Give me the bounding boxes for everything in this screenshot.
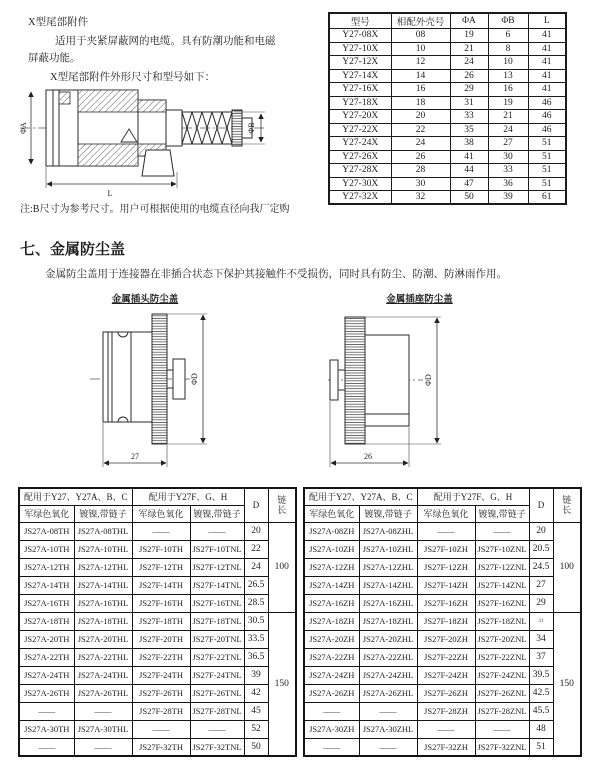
model-cell: JS27A-22TH <box>19 648 74 666</box>
model-cell: JS27F-12TH <box>132 558 190 576</box>
cover-table-row <box>19 594 296 612</box>
model-cell: JS27A-18THL <box>74 612 132 630</box>
size-cell: 46 <box>528 110 566 124</box>
model-cell: JS27A-30THL <box>74 720 132 738</box>
cover-table-row <box>19 684 296 702</box>
size-cell: 30 <box>391 177 450 191</box>
chain-length-header <box>553 488 581 522</box>
model-cell: JS27A-24ZH <box>304 666 359 684</box>
cover-table-row <box>19 666 296 684</box>
cover-table-body-right <box>304 522 581 756</box>
model-cell: JS27F-16ZNL <box>475 594 529 612</box>
model-cell: JS27F-28TH <box>132 702 190 720</box>
model-cell: JS27F-16ZH <box>417 594 475 612</box>
model-cell: —— <box>359 738 417 756</box>
size-cell: Y27-10X <box>329 42 391 56</box>
model-cell: —— <box>475 720 529 738</box>
size-cell: 6 <box>488 29 528 43</box>
cover-table-row <box>304 666 581 684</box>
size-cell: 18 <box>391 96 450 110</box>
model-cell: —— <box>132 522 190 540</box>
size-cell: 28 <box>391 164 450 178</box>
cover-table-row <box>19 648 296 666</box>
cover-table-row <box>304 684 581 702</box>
dim-l: L <box>107 189 113 198</box>
size-cell: 38 <box>450 137 488 151</box>
model-cell: JS27F-24TNL <box>190 666 244 684</box>
size-cell: 51 <box>528 137 566 151</box>
size-table-row <box>329 164 566 178</box>
size-cell: Y27-18X <box>329 96 391 110</box>
size-cell: 26 <box>391 150 450 164</box>
x-section-line2: 屏蔽功能。 <box>28 53 81 64</box>
size-cell: Y27-22X <box>329 123 391 137</box>
size-cell: 08 <box>391 29 450 43</box>
model-cell: JS27F-28ZH <box>417 702 475 720</box>
size-cell: 10 <box>391 42 450 56</box>
cover-table-row <box>19 558 296 576</box>
dim-d-cell: 37 <box>529 648 553 666</box>
model-cell: JS27F-18TNL <box>190 612 244 630</box>
model-cell: JS27A-10ZH <box>304 540 359 558</box>
size-cell: Y27-32X <box>329 191 391 205</box>
cover-table-row <box>304 630 581 648</box>
finish-nickel-header: 镀镍,带链子 <box>190 505 244 522</box>
model-cell: JS27A-24THL <box>74 666 132 684</box>
cover-table-row <box>19 702 296 720</box>
size-cell: Y27-20X <box>329 110 391 124</box>
size-cell: 61 <box>528 191 566 205</box>
size-cell: 35 <box>450 123 488 137</box>
cover-table-row <box>304 540 581 558</box>
chain-length-header <box>268 488 296 522</box>
model-cell: JS27A-22ZHL <box>359 648 417 666</box>
model-cell: JS27A-14ZHL <box>359 576 417 594</box>
cover-header-row1 <box>19 488 296 505</box>
model-cell: JS27F-22ZH <box>417 648 475 666</box>
model-cell: JS27F-24TH <box>132 666 190 684</box>
model-cell: JS27F-32TH <box>132 738 190 756</box>
model-cell: —— <box>304 738 359 756</box>
socket-cover-label: 金属插座防尘盖 <box>386 294 453 305</box>
model-cell: —— <box>132 720 190 738</box>
dim-d-cell: 28.5 <box>244 594 268 612</box>
size-cell: 21 <box>450 42 488 56</box>
size-table-row <box>329 42 566 56</box>
section7-title: 七、金属防尘盖 <box>20 241 126 258</box>
cover-table-row <box>19 540 296 558</box>
size-table-row <box>329 191 566 205</box>
model-cell: JS27A-30ZH <box>304 720 359 738</box>
model-cell: JS27A-14THL <box>74 576 132 594</box>
reference-note: 注:B尺寸为参考尺寸。用户可根据使用的电缆直径向我厂定购 <box>20 204 290 215</box>
model-cell: JS27F-18ZNL <box>475 612 529 630</box>
size-cell: 12 <box>391 56 450 70</box>
dim-d-cell: 42.5 <box>529 684 553 702</box>
dim-phi-d: ΦD <box>190 373 199 385</box>
model-cell: —— <box>19 738 74 756</box>
size-cell: Y27-14X <box>329 69 391 83</box>
size-table-row <box>329 29 566 43</box>
dim-phi-b: ΦB <box>247 122 256 134</box>
model-cell: JS27F-22TH <box>132 648 190 666</box>
model-cell: JS27A-08ZH <box>304 522 359 540</box>
model-cell: JS27A-12ZH <box>304 558 359 576</box>
cover-table-row <box>304 702 581 720</box>
size-table-header-row <box>329 13 566 29</box>
socket-cover-table <box>303 487 582 757</box>
dim-d-cell: 48 <box>529 720 553 738</box>
size-table-row <box>329 110 566 124</box>
chain-length-header-text: 链长 <box>277 494 287 516</box>
x-section-title: X型尾部附件 <box>28 17 89 28</box>
dim-phi-a: ΦA <box>19 122 28 134</box>
section7-description: 金属防尘盖用于连接器在非插合状态下保护其接触件不受损伤，同时具有防尘、防潮、防淋雨作用。 <box>45 269 507 280</box>
cover-table-row <box>304 612 581 630</box>
model-cell: —— <box>74 738 132 756</box>
model-cell: JS27F-10ZH <box>417 540 475 558</box>
dim-d-cell: 42 <box>244 684 268 702</box>
size-cell: 22 <box>391 123 450 137</box>
model-cell: JS27A-26THL <box>74 684 132 702</box>
model-cell: JS27F-26TNL <box>190 684 244 702</box>
size-cell: 16 <box>391 83 450 97</box>
size-cell: Y27-26X <box>329 150 391 164</box>
model-cell: JS27F-20ZH <box>417 630 475 648</box>
size-cell: 26 <box>450 69 488 83</box>
size-cell: 33 <box>450 110 488 124</box>
dim-d-cell: 24.5 <box>529 558 553 576</box>
size-cell: Y27-16X <box>329 83 391 97</box>
model-cell: JS27F-16TNL <box>190 594 244 612</box>
cover-table-row <box>304 558 581 576</box>
model-cell: JS27A-20ZHL <box>359 630 417 648</box>
model-cell: JS27A-24ZHL <box>359 666 417 684</box>
chain-length-cell: 100 <box>553 522 581 612</box>
model-cell: JS27F-14TH <box>132 576 190 594</box>
model-cell: JS27F-26ZH <box>417 684 475 702</box>
model-cell: JS27F-10TNL <box>190 540 244 558</box>
model-cell: JS27F-10ZNL <box>475 540 529 558</box>
cover-table-row <box>19 576 296 594</box>
size-cell: Y27-28X <box>329 164 391 178</box>
size-cell: 46 <box>528 96 566 110</box>
model-cell: JS27A-16TH <box>19 594 74 612</box>
model-cell: JS27F-10TH <box>132 540 190 558</box>
size-table-body <box>329 29 566 205</box>
finish-nickel-header: 镀镍,带链子 <box>359 505 417 522</box>
dim-d-cell: 51 <box>529 738 553 756</box>
dim-d-cell: 34 <box>529 630 553 648</box>
size-cell: 32 <box>391 191 450 205</box>
dim-d-cell: 22 <box>244 540 268 558</box>
model-cell: JS27A-10TH <box>19 540 74 558</box>
dim-d-cell: 30.5 <box>244 612 268 630</box>
size-table-row <box>329 150 566 164</box>
model-cell: —— <box>475 522 529 540</box>
cover-table-row <box>19 522 296 540</box>
dim-27: 27 <box>131 452 139 461</box>
model-cell: JS27F-32ZNL <box>475 738 529 756</box>
model-cell: JS27A-08THL <box>74 522 132 540</box>
cover-table-row <box>19 612 296 630</box>
chain-length-cell: 150 <box>553 612 581 756</box>
x-section-line1: 适用于夹紧屏蔽网的电缆。具有防潮功能和电磁 <box>55 36 276 47</box>
size-cell: 41 <box>450 150 488 164</box>
dim-d-cell: 45.5 <box>529 702 553 720</box>
model-cell: JS27F-12ZH <box>417 558 475 576</box>
model-cell: JS27F-26TH <box>132 684 190 702</box>
cover-table-row <box>304 594 581 612</box>
model-cell: JS27A-30ZHL <box>359 720 417 738</box>
model-cell: —— <box>74 702 132 720</box>
size-cell: 41 <box>528 42 566 56</box>
model-cell: JS27A-24TH <box>19 666 74 684</box>
col-l: L <box>528 13 566 29</box>
model-cell: JS27A-26ZHL <box>359 684 417 702</box>
model-cell: JS27F-14TNL <box>190 576 244 594</box>
cover-table-row <box>19 630 296 648</box>
group1-header: 配用于Y27、Y27A、B、C <box>19 488 132 505</box>
model-cell: JS27A-16THL <box>74 594 132 612</box>
group2-header: 配用于Y27F、G、H <box>417 488 529 505</box>
model-cell: JS27A-22ZH <box>304 648 359 666</box>
dim-d-cell: 31 <box>529 612 553 630</box>
model-cell: JS27F-28ZNL <box>475 702 529 720</box>
size-cell: 31 <box>450 96 488 110</box>
model-cell: JS27A-10ZHL <box>359 540 417 558</box>
size-cell: 24 <box>450 56 488 70</box>
size-cell: 20 <box>391 110 450 124</box>
size-cell: 41 <box>528 56 566 70</box>
size-cell: 41 <box>528 83 566 97</box>
cover-table-body-left <box>19 522 296 756</box>
d-column-header: D <box>244 488 268 522</box>
model-cell: JS27F-32ZH <box>417 738 475 756</box>
col-phi-b: ΦB <box>488 13 528 29</box>
cover-header-row1 <box>304 488 581 505</box>
size-cell: 30 <box>488 150 528 164</box>
model-cell: JS27F-20TNL <box>190 630 244 648</box>
size-table-row <box>329 56 566 70</box>
cover-table-row <box>304 648 581 666</box>
model-cell: JS27A-14ZH <box>304 576 359 594</box>
model-cell: JS27F-18ZH <box>417 612 475 630</box>
cover-table-row <box>19 738 296 756</box>
cover-table-row <box>304 720 581 738</box>
dim-d-cell: 26.5 <box>244 576 268 594</box>
size-table-row <box>329 83 566 97</box>
model-cell: JS27F-22ZNL <box>475 648 529 666</box>
dim-26: 26 <box>364 452 372 461</box>
model-cell: JS27A-20ZH <box>304 630 359 648</box>
dim-d-cell: 27 <box>529 576 553 594</box>
size-cell: 21 <box>488 110 528 124</box>
model-cell: JS27A-14TH <box>19 576 74 594</box>
plug-cover-drawing <box>85 302 300 474</box>
model-cell: JS27A-16ZH <box>304 594 359 612</box>
model-cell: JS27F-22TNL <box>190 648 244 666</box>
dim-d-cell: 45 <box>244 702 268 720</box>
size-cell: 24 <box>391 137 450 151</box>
chain-length-cell: 150 <box>268 612 296 756</box>
size-cell: 41 <box>528 29 566 43</box>
size-cell: 46 <box>528 123 566 137</box>
model-cell: JS27F-14ZNL <box>475 576 529 594</box>
col-model: 型号 <box>329 13 391 29</box>
model-cell: JS27A-18TH <box>19 612 74 630</box>
model-cell: —— <box>190 522 244 540</box>
model-cell: JS27A-08ZHL <box>359 522 417 540</box>
finish-green-header: 军绿色氧化 <box>417 505 475 522</box>
size-cell: 39 <box>488 191 528 205</box>
socket-cover-drawing <box>328 302 543 474</box>
model-cell: JS27F-28TNL <box>190 702 244 720</box>
model-cell: JS27A-08TH <box>19 522 74 540</box>
model-cell: —— <box>417 522 475 540</box>
finish-green-header: 军绿色氧化 <box>304 505 359 522</box>
model-cell: —— <box>417 720 475 738</box>
model-cell: JS27F-12ZNL <box>475 558 529 576</box>
model-cell: JS27A-18ZHL <box>359 612 417 630</box>
model-cell: JS27A-12ZHL <box>359 558 417 576</box>
model-cell: JS27A-26TH <box>19 684 74 702</box>
model-cell: JS27F-18TH <box>132 612 190 630</box>
size-cell: 24 <box>488 123 528 137</box>
size-cell: 19 <box>450 29 488 43</box>
dim-d-cell: 39 <box>244 666 268 684</box>
model-cell: JS27A-30TH <box>19 720 74 738</box>
model-cell: JS27F-14ZH <box>417 576 475 594</box>
size-cell: 16 <box>488 83 528 97</box>
model-cell: JS27A-26ZH <box>304 684 359 702</box>
size-table-row <box>329 69 566 83</box>
cover-table-row <box>304 522 581 540</box>
size-cell: 41 <box>528 69 566 83</box>
size-cell: Y27-12X <box>329 56 391 70</box>
model-cell: JS27F-20ZNL <box>475 630 529 648</box>
model-cell: —— <box>304 702 359 720</box>
size-table-row <box>329 123 566 137</box>
size-cell: 27 <box>488 137 528 151</box>
model-cell: JS27F-20TH <box>132 630 190 648</box>
col-phi-a: ΦA <box>450 13 488 29</box>
dim-d-cell: 20 <box>529 522 553 540</box>
finish-green-header: 军绿色氧化 <box>19 505 74 522</box>
model-cell: JS27F-16TH <box>132 594 190 612</box>
size-cell: 51 <box>528 164 566 178</box>
model-cell: JS27A-20THL <box>74 630 132 648</box>
size-cell: 13 <box>488 69 528 83</box>
dim-d-cell: 20 <box>244 522 268 540</box>
model-cell: JS27A-16ZHL <box>359 594 417 612</box>
chain-length-header-text: 链长 <box>562 494 572 516</box>
cover-table-row <box>304 576 581 594</box>
model-cell: JS27F-32TNL <box>190 738 244 756</box>
model-cell: JS27A-12THL <box>74 558 132 576</box>
model-cell: JS27F-24ZNL <box>475 666 529 684</box>
group1-header: 配用于Y27、Y27A、B、C <box>304 488 417 505</box>
dim-d-cell: 50 <box>244 738 268 756</box>
model-cell: JS27A-22THL <box>74 648 132 666</box>
size-cell: 51 <box>528 150 566 164</box>
size-table-row <box>329 177 566 191</box>
model-cell: JS27A-18ZH <box>304 612 359 630</box>
cover-table-row <box>19 720 296 738</box>
d-column-header: D <box>529 488 553 522</box>
size-cell: 44 <box>450 164 488 178</box>
model-cell: JS27A-12TH <box>19 558 74 576</box>
size-cell: 29 <box>450 83 488 97</box>
model-cell: —— <box>190 720 244 738</box>
size-cell: 51 <box>528 177 566 191</box>
model-cell: —— <box>19 702 74 720</box>
size-cell: 50 <box>450 191 488 205</box>
group2-header: 配用于Y27F、G、H <box>132 488 244 505</box>
model-cell: —— <box>359 702 417 720</box>
dim-d-cell: 33.5 <box>244 630 268 648</box>
dim-d-cell: 39.5 <box>529 666 553 684</box>
cover-table-row <box>304 738 581 756</box>
finish-nickel-header: 镀镍,带链子 <box>475 505 529 522</box>
size-cell: 8 <box>488 42 528 56</box>
dim-d-cell: 52 <box>244 720 268 738</box>
chain-length-cell: 100 <box>268 522 296 612</box>
model-cell: JS27F-24ZH <box>417 666 475 684</box>
size-cell: 33 <box>488 164 528 178</box>
dim-d-cell: 29 <box>529 594 553 612</box>
size-table <box>328 12 567 205</box>
size-cell: Y27-08X <box>329 29 391 43</box>
size-table-row <box>329 96 566 110</box>
x-section-line3: X型尾部附件外形尺寸和型号如下： <box>50 72 216 83</box>
dim-d-cell: 24 <box>244 558 268 576</box>
model-cell: JS27A-10THL <box>74 540 132 558</box>
plug-cover-table <box>18 487 297 757</box>
size-cell: 19 <box>488 96 528 110</box>
size-cell: 47 <box>450 177 488 191</box>
col-shell: 相配外壳号 <box>391 13 450 29</box>
dim-phi-d: ΦD <box>424 374 433 386</box>
model-cell: JS27A-20TH <box>19 630 74 648</box>
dim-d-cell: 20.5 <box>529 540 553 558</box>
backshell-drawing <box>18 84 270 198</box>
size-cell: Y27-24X <box>329 137 391 151</box>
finish-nickel-header: 镀镍,带链子 <box>74 505 132 522</box>
size-table-row <box>329 137 566 151</box>
size-cell: 36 <box>488 177 528 191</box>
finish-green-header: 军绿色氧化 <box>132 505 190 522</box>
plug-cover-label: 金属插头防尘盖 <box>111 294 179 305</box>
size-cell: 10 <box>488 56 528 70</box>
size-cell: 14 <box>391 69 450 83</box>
dim-d-cell: 36.5 <box>244 648 268 666</box>
model-cell: JS27F-26ZNL <box>475 684 529 702</box>
size-cell: Y27-30X <box>329 177 391 191</box>
model-cell: JS27F-12TNL <box>190 558 244 576</box>
